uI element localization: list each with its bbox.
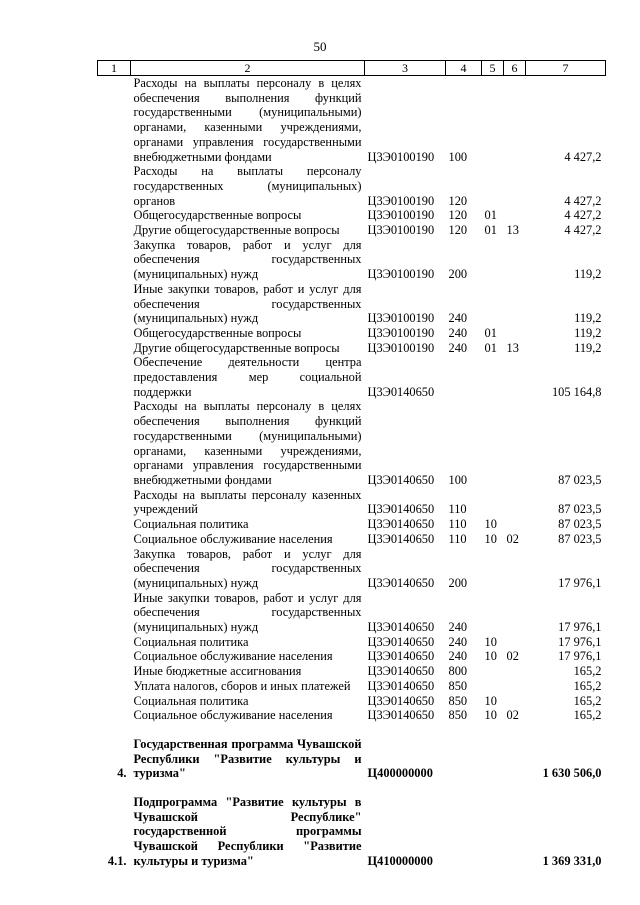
- row-code: Ц3Э0140650: [367, 708, 435, 723]
- row-subsection: [504, 355, 526, 399]
- row-number: [98, 326, 131, 341]
- row-subsection: [504, 795, 526, 869]
- row-subsection: [504, 664, 526, 679]
- budget-table: [97, 60, 606, 869]
- row-amount: 105 164,8: [551, 384, 602, 399]
- table-row: [98, 679, 606, 694]
- row-code: Ц410000000: [367, 853, 433, 868]
- row-number: [98, 223, 131, 238]
- row-expense-type: 240: [448, 620, 468, 635]
- row-subsection: [504, 282, 526, 326]
- row-amount: 119,2: [574, 311, 602, 326]
- spacer-row: [98, 781, 606, 795]
- row-name: Социальная политика: [133, 517, 249, 532]
- table-row: [98, 737, 606, 781]
- row-expense-type: 110: [448, 517, 467, 532]
- row-expense-type: [446, 795, 482, 869]
- page-number: 50: [313, 39, 327, 54]
- header-cell-section: 5: [482, 61, 504, 76]
- row-name: Подпрограмма "Развитие культуры в Чувашской Республике" государственной программы Чувашской Республики "Развитие культуры и туризма": [133, 795, 362, 868]
- table-row: [98, 708, 606, 723]
- row-section: 10: [484, 649, 497, 664]
- row-expense-type: 800: [448, 664, 468, 679]
- row-subsection: 13: [506, 340, 519, 355]
- table-row: [98, 399, 606, 487]
- row-expense-type: 100: [448, 472, 468, 487]
- row-subsection: [504, 326, 526, 341]
- row-number: [98, 208, 131, 223]
- row-expense-type: 110: [448, 531, 467, 546]
- table-row: [98, 649, 606, 664]
- row-number: [98, 76, 131, 165]
- row-name: Расходы на выплаты персоналу государственных (муниципальных) органов: [133, 164, 362, 208]
- row-name: Закупка товаров, работ и услуг для обеспечения государственных (муниципальных) нужд: [133, 237, 362, 282]
- row-expense-type: [446, 737, 482, 781]
- row-name: Общегосударственные вопросы: [133, 325, 302, 340]
- row-subsection: [504, 737, 526, 781]
- row-number: [98, 399, 131, 487]
- row-code: Ц3Э0140650: [367, 634, 435, 649]
- table-row: [98, 664, 606, 679]
- row-subsection: [504, 238, 526, 282]
- row-code: Ц3Э0140650: [367, 575, 435, 590]
- row-number: [98, 591, 131, 635]
- row-number: [98, 532, 131, 547]
- table-row: [98, 547, 606, 591]
- row-subsection: [504, 591, 526, 635]
- row-amount: 165,2: [573, 678, 602, 693]
- table-row: [98, 238, 606, 282]
- row-amount: 165,2: [573, 708, 602, 723]
- row-amount: 17 976,1: [558, 575, 602, 590]
- row-subsection: 02: [506, 531, 519, 546]
- table-row: [98, 795, 606, 869]
- row-subsection: [504, 208, 526, 223]
- row-amount: 87 023,5: [558, 517, 602, 532]
- row-name: Другие общегосударственные вопросы: [133, 223, 340, 238]
- row-code: Ц3Э0100190: [367, 149, 435, 164]
- row-section: [482, 547, 504, 591]
- row-number: [98, 238, 131, 282]
- row-expense-type: 240: [448, 325, 468, 340]
- row-expense-type: 200: [448, 575, 468, 590]
- row-amount: 1 369 331,0: [542, 853, 602, 868]
- row-number: [98, 164, 131, 208]
- header-cell-subsection: 6: [504, 61, 526, 76]
- row-section: 01: [484, 208, 497, 223]
- row-section: [482, 679, 504, 694]
- row-name: Закупка товаров, работ и услуг для обеспечения государственных (муниципальных) нужд: [133, 546, 362, 590]
- row-amount: 17 976,1: [558, 649, 602, 664]
- row-code: Ц3Э0100190: [367, 223, 435, 238]
- row-section: [482, 664, 504, 679]
- row-amount: 119,2: [574, 267, 602, 282]
- row-subsection: [504, 399, 526, 487]
- row-amount: 165,2: [573, 693, 602, 708]
- table-row: [98, 282, 606, 326]
- row-name: Социальное обслуживание населения: [133, 531, 333, 546]
- row-number: [98, 679, 131, 694]
- row-section: [482, 355, 504, 399]
- row-number: [98, 694, 131, 709]
- row-amount: 4 427,2: [564, 149, 602, 164]
- table-row: [98, 341, 606, 356]
- row-subsection: [504, 679, 526, 694]
- table-row: [98, 164, 606, 208]
- row-amount: 4 427,2: [564, 223, 602, 238]
- table-row: [98, 517, 606, 532]
- row-code: Ц3Э0100190: [367, 208, 435, 223]
- table-row: [98, 326, 606, 341]
- table-row: [98, 355, 606, 399]
- table-row: [98, 76, 606, 165]
- row-section: 10: [484, 634, 497, 649]
- row-amount: 87 023,5: [558, 531, 602, 546]
- table-row: [98, 591, 606, 635]
- row-number: [98, 708, 131, 723]
- row-name: Иные закупки товаров, работ и услуг для обеспечения государственных (муниципальных) нужд: [133, 281, 362, 326]
- row-subsection: [504, 635, 526, 650]
- row-section: 01: [484, 340, 497, 355]
- row-expense-type: 240: [448, 634, 468, 649]
- row-section: [482, 795, 504, 869]
- row-expense-type: 120: [448, 208, 468, 223]
- spacer-row: [98, 723, 606, 737]
- row-section: 10: [484, 531, 497, 546]
- table-body: [98, 76, 606, 869]
- row-amount: 87 023,5: [558, 502, 602, 517]
- row-amount: 119,2: [574, 340, 602, 355]
- row-expense-type: [446, 355, 482, 399]
- row-number: [98, 517, 131, 532]
- header-cell-code: 3: [365, 61, 446, 76]
- row-amount: 1 630 506,0: [542, 766, 602, 781]
- row-amount: 4 427,2: [564, 208, 602, 223]
- row-section: [482, 282, 504, 326]
- row-subsection: 02: [506, 649, 519, 664]
- row-amount: 87 023,5: [558, 472, 602, 487]
- header-cell-amount: 7: [526, 61, 606, 76]
- row-section: [482, 591, 504, 635]
- row-code: Ц3Э0140650: [367, 517, 435, 532]
- row-name: Иные бюджетные ассигнования: [133, 664, 302, 679]
- row-section: [482, 238, 504, 282]
- row-subsection: [504, 488, 526, 517]
- row-section: [482, 76, 504, 165]
- row-number: [98, 355, 131, 399]
- row-section: [482, 488, 504, 517]
- spacer-cell: [98, 723, 606, 737]
- row-section: 10: [484, 708, 497, 723]
- row-name: Обеспечение деятельности центра предоставления мер социальной поддержки: [133, 355, 362, 399]
- table-row: [98, 694, 606, 709]
- row-name: Социальная политика: [133, 693, 249, 708]
- row-code: Ц3Э0140650: [367, 649, 435, 664]
- row-code: Ц3Э0140650: [367, 384, 435, 399]
- row-subsection: 02: [506, 708, 519, 723]
- row-number: [98, 488, 131, 517]
- row-section: [482, 399, 504, 487]
- row-amount: 165,2: [573, 664, 602, 679]
- row-expense-type: 850: [448, 708, 468, 723]
- row-number: 4.: [117, 766, 127, 781]
- row-section: [482, 737, 504, 781]
- row-name: Социальное обслуживание населения: [133, 708, 333, 723]
- row-subsection: [504, 547, 526, 591]
- row-subsection: [504, 76, 526, 165]
- row-name: Другие общегосударственные вопросы: [133, 340, 340, 355]
- row-name: Расходы на выплаты персоналу в целях обеспечения выполнения функций государственными (муниципальными) органами, казенными учреждениями, органами управления государственными внебюджетными фондами: [133, 76, 362, 164]
- header-cell-expense-type: 4: [446, 61, 482, 76]
- row-expense-type: 850: [448, 693, 468, 708]
- spacer-cell: [98, 781, 606, 795]
- row-name: Социальная политика: [133, 634, 249, 649]
- table-row: [98, 488, 606, 517]
- row-expense-type: 200: [448, 267, 468, 282]
- row-code: Ц3Э0140650: [367, 531, 435, 546]
- row-expense-type: 100: [448, 149, 468, 164]
- row-section: 10: [484, 517, 497, 532]
- row-amount: 17 976,1: [558, 634, 602, 649]
- header-cell-name: 2: [131, 61, 365, 76]
- row-code: Ц3Э0100190: [367, 311, 435, 326]
- header-cell-number: 1: [98, 61, 131, 76]
- row-subsection: [504, 694, 526, 709]
- row-section: 01: [484, 325, 497, 340]
- row-name: Иные закупки товаров, работ и услуг для обеспечения государственных (муниципальных) нужд: [133, 590, 362, 635]
- row-section: 01: [484, 223, 497, 238]
- table-row: [98, 532, 606, 547]
- row-expense-type: 240: [448, 340, 468, 355]
- row-subsection: [504, 164, 526, 208]
- row-name: Социальное обслуживание населения: [133, 649, 333, 664]
- row-code: Ц3Э0100190: [367, 193, 435, 208]
- row-name: Расходы на выплаты персоналу в целях обеспечения выполнения функций государственными (муниципальными) органами, казенными учреждениями, органами управления государственными внебюджетными фондами: [133, 399, 362, 487]
- row-code: Ц400000000: [367, 766, 433, 781]
- row-number: [98, 649, 131, 664]
- row-number: [98, 547, 131, 591]
- row-number: [98, 282, 131, 326]
- row-amount: 17 976,1: [558, 620, 602, 635]
- row-code: Ц3Э0140650: [367, 693, 435, 708]
- row-name: Общегосударственные вопросы: [133, 208, 302, 223]
- row-expense-type: 120: [448, 193, 468, 208]
- row-code: Ц3Э0140650: [367, 502, 435, 517]
- row-code: Ц3Э0140650: [367, 678, 435, 693]
- row-number: 4.1.: [107, 853, 127, 868]
- table-header: [98, 61, 606, 76]
- table-row: [98, 208, 606, 223]
- row-name: Государственная программа Чувашской Республики "Развитие культуры и туризма": [133, 736, 362, 781]
- row-subsection: [504, 517, 526, 532]
- row-subsection: 13: [506, 223, 519, 238]
- row-code: Ц3Э0100190: [367, 340, 435, 355]
- row-expense-type: 240: [448, 311, 468, 326]
- row-expense-type: 240: [448, 649, 468, 664]
- row-code: Ц3Э0100190: [367, 325, 435, 340]
- row-code: Ц3Э0140650: [367, 472, 435, 487]
- row-name: Расходы на выплаты персоналу казенных учреждений: [133, 487, 362, 517]
- row-amount: 119,2: [574, 325, 602, 340]
- row-section: 10: [484, 693, 497, 708]
- row-expense-type: 110: [448, 502, 467, 517]
- row-expense-type: 120: [448, 223, 468, 238]
- row-code: Ц3Э0140650: [367, 620, 435, 635]
- row-number: [98, 341, 131, 356]
- table-row: [98, 223, 606, 238]
- row-amount: 4 427,2: [564, 193, 602, 208]
- row-number: [98, 635, 131, 650]
- row-section: [482, 164, 504, 208]
- row-code: Ц3Э0100190: [367, 267, 435, 282]
- row-number: [98, 664, 131, 679]
- row-expense-type: 850: [448, 678, 468, 693]
- table-row: [98, 635, 606, 650]
- row-name: Уплата налогов, сборов и иных платежей: [133, 678, 351, 693]
- row-code: Ц3Э0140650: [367, 664, 435, 679]
